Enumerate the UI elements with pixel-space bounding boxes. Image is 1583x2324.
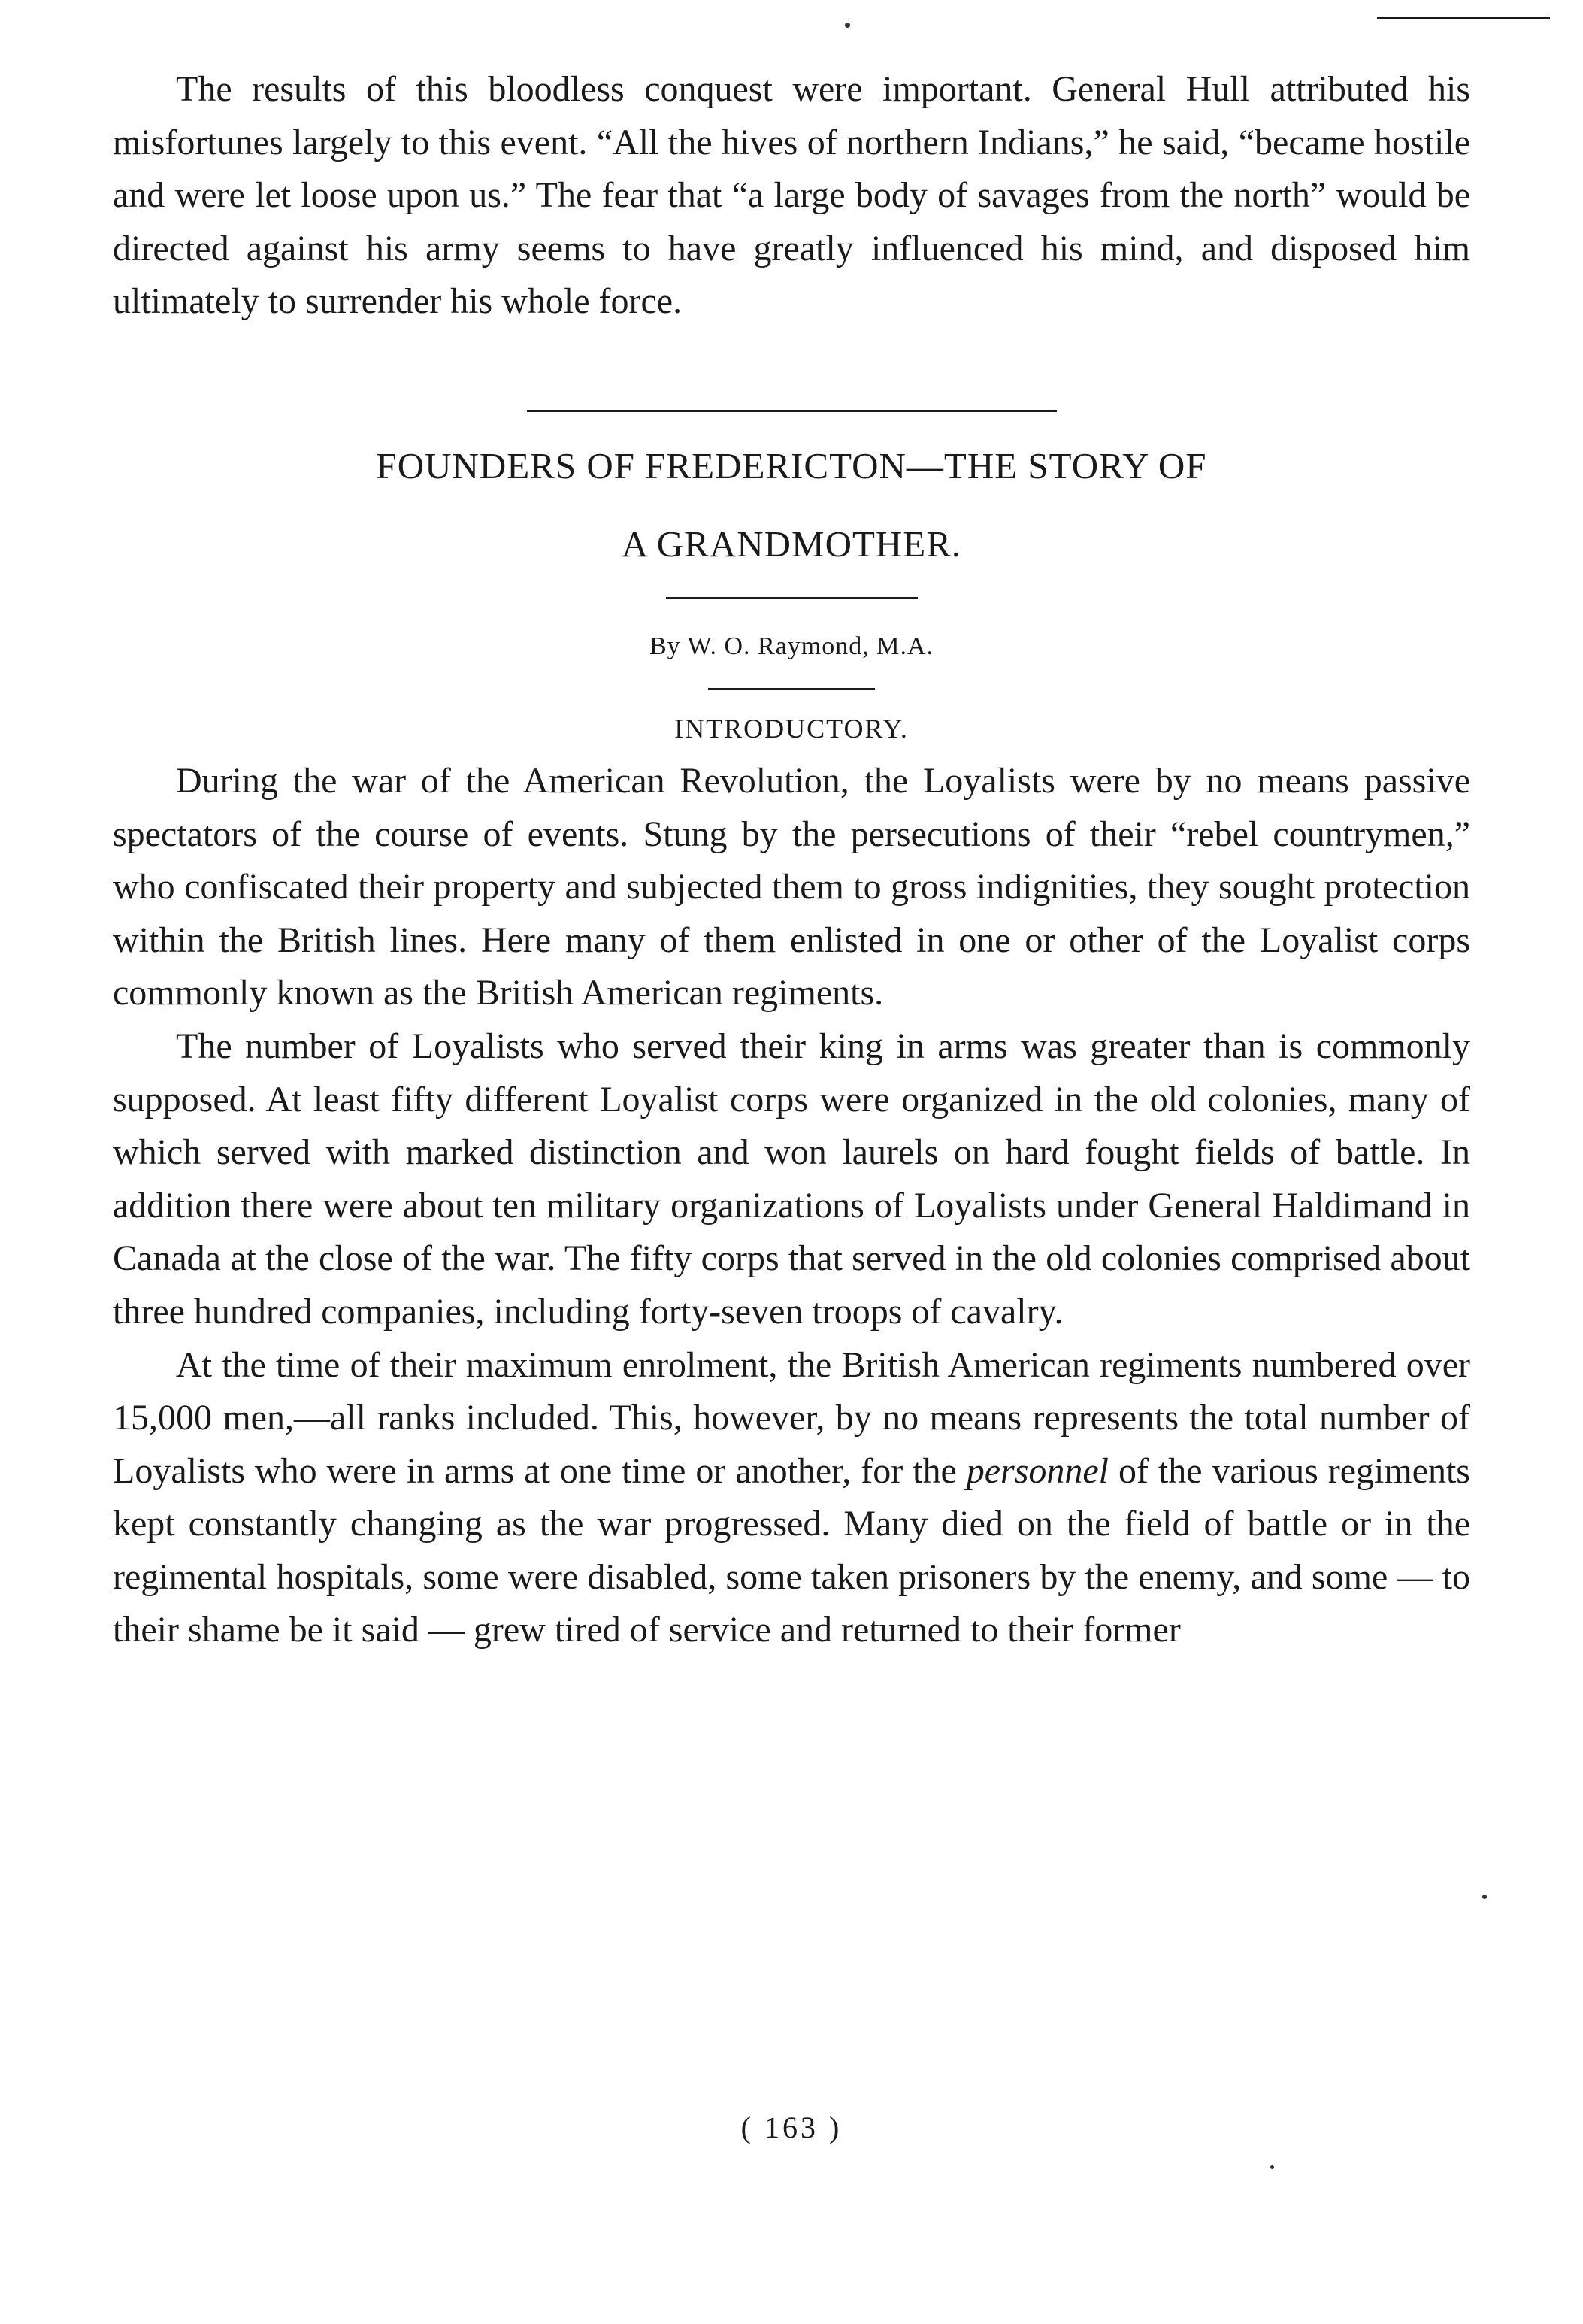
body-paragraph: During the war of the American Revolution, the Loyalists were by no means passive spectators of the course of events. Stung by the persecutions of their “rebel countrymen,” who confiscated their property and subjected them to gross indignities, they sought protection within the British lines. Here many of them enlisted in one or other of the Loyalist corps commonly known as the British American regiments.: [113, 760, 1470, 1014]
continuation-paragraph: The results of this bloodless conquest were important. General Hull attributed his misfortunes largely to this event. “All the hives of northern Indians,” he said, “became hostile and were let loose upon us.” The fear that “a large body of savages from the north” would be directed against his army seems to have greatly influenced his mind, and disposed him ultimately to surrender his whole force.: [113, 69, 1470, 322]
body-paragraph: The number of Loyalists who served their king in arms was greater than is commonly supposed. At least fifty different Loyalist corps were organized in the old colonies, many of which served with marked distinction and won laurels on hard fought fields of battle. In addition there were about ten military organizations of Loyalists under General Haldimand in Canada at the close of the war. The fifty corps that served in the old colonies comprised about three hundred companies, including forty-seven troops of cavalry.: [113, 1026, 1470, 1332]
body-paragraph: At the time of their maximum enrolment, the British American regiments numbered over 15,000 men,—all ranks included. This, however, by no means represents the total number of Loyalists who were in arms at one time or another, for the personnel of the various regiments kept constantly changing as the war progressed. Many died on the field of battle or in the regimental hospitals, some were disabled, some taken prisoners by the enemy, and some — to their shame be it said — grew tired of service and returned to their former: [113, 1344, 1470, 1650]
document-page: [113, 63, 1470, 1657]
top-edge-rule: [1377, 17, 1550, 19]
article-title-line-1: FOUNDERS OF FREDERICTON—THE STORY OF: [376, 444, 1207, 486]
print-speck: [1482, 1895, 1487, 1899]
section-heading: INTRODUCTORY.: [674, 713, 909, 744]
print-speck: [1270, 2165, 1274, 2169]
article-byline: By W. O. Raymond, M.A.: [649, 632, 934, 660]
article-title-line-2: A GRANDMOTHER.: [621, 523, 962, 565]
page-number: ( 163 ): [740, 2110, 843, 2144]
italic-term: personnel: [966, 1450, 1109, 1491]
print-speck: [845, 23, 850, 28]
